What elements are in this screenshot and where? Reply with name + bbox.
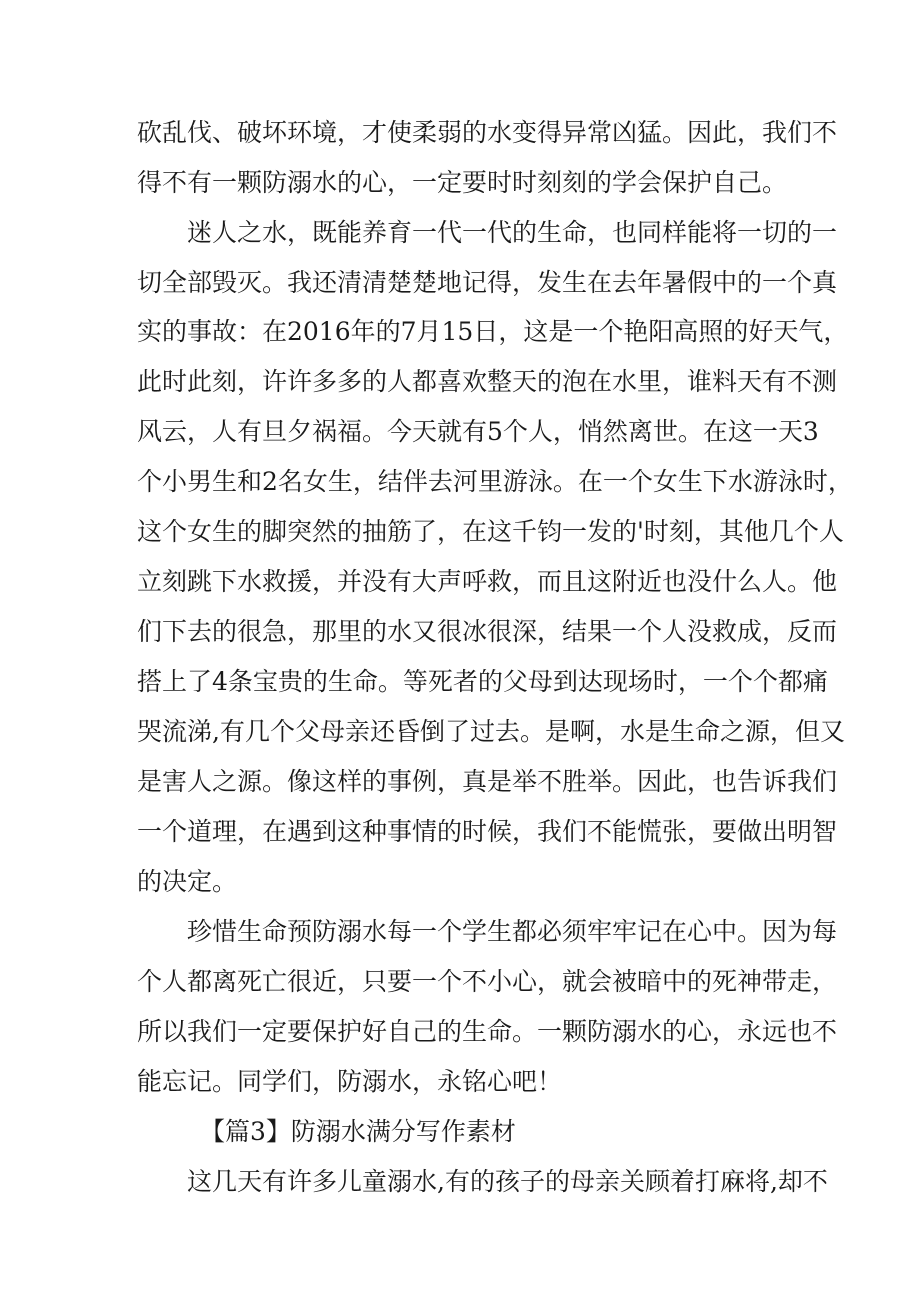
text-line: 一个道理，在遇到这种事情的时候，我们不能慌张，要做出明智: [137, 817, 838, 846]
text-line: 此时此刻，许许多多的人都喜欢整天的泡在水里，谁料天有不测: [137, 367, 838, 396]
text-line: 是害人之源。像这样的事例，真是举不胜举。因此，也告诉我们: [137, 767, 838, 796]
text-line: 砍乱伐、破坏环境，才使柔弱的水变得异常凶猛。因此，我们不: [137, 118, 838, 147]
text-line: 哭流涕,有几个父母亲还昏倒了过去。是啊，水是生命之源，但又: [137, 717, 845, 746]
text-line: 的决定。: [137, 867, 238, 896]
text-line: 这几天有许多儿童溺水,有的孩子的母亲关顾着打麻将,却不: [187, 1167, 828, 1196]
text-line: 这个女生的脚突然的抽筋了，在这千钧一发的'时刻，其他几个人: [137, 517, 844, 546]
text-line: 个人都离死亡很近，只要一个不小心，就会被暗中的死神带走，: [137, 967, 838, 996]
text-line: 搭上了4条宝贵的生命。等死者的父母到达现场时，一个个都痛: [137, 667, 828, 696]
text-line: 实的事故：在2016年的7月15日，这是一个艳阳高照的好天气，: [137, 317, 849, 346]
text-line: 个小男生和2名女生，结伴去河里游泳。在一个女生下水游泳时，: [137, 467, 853, 496]
text-line: 珍惜生命预防溺水每一个学生都必须牢牢记在心中。因为每: [187, 917, 838, 946]
text-line: 风云，人有旦夕祸福。今天就有5个人，悄然离世。在这一天3: [137, 417, 819, 446]
text-line: 得不有一颗防溺水的心，一定要时时刻刻的学会保护自己。: [137, 168, 788, 197]
text-line: 迷人之水，既能养育一代一代的生命，也同样能将一切的一: [187, 218, 838, 247]
text-line: 立刻跳下水救援，并没有大声呼救，而且这附近也没什么人。他: [137, 567, 838, 596]
text-line: 们下去的很急，那里的水又很冰很深，结果一个人没救成，反而: [137, 617, 838, 646]
text-line: 切全部毁灭。我还清清楚楚地记得，发生在去年暑假中的一个真: [137, 268, 838, 297]
text-line: 能忘记。同学们，防溺水，永铭心吧！: [137, 1067, 563, 1096]
text-line: 所以我们一定要保护好自己的生命。一颗防溺水的心，永远也不: [137, 1017, 838, 1046]
section-heading: 【篇3】防溺水满分写作素材: [200, 1117, 516, 1146]
